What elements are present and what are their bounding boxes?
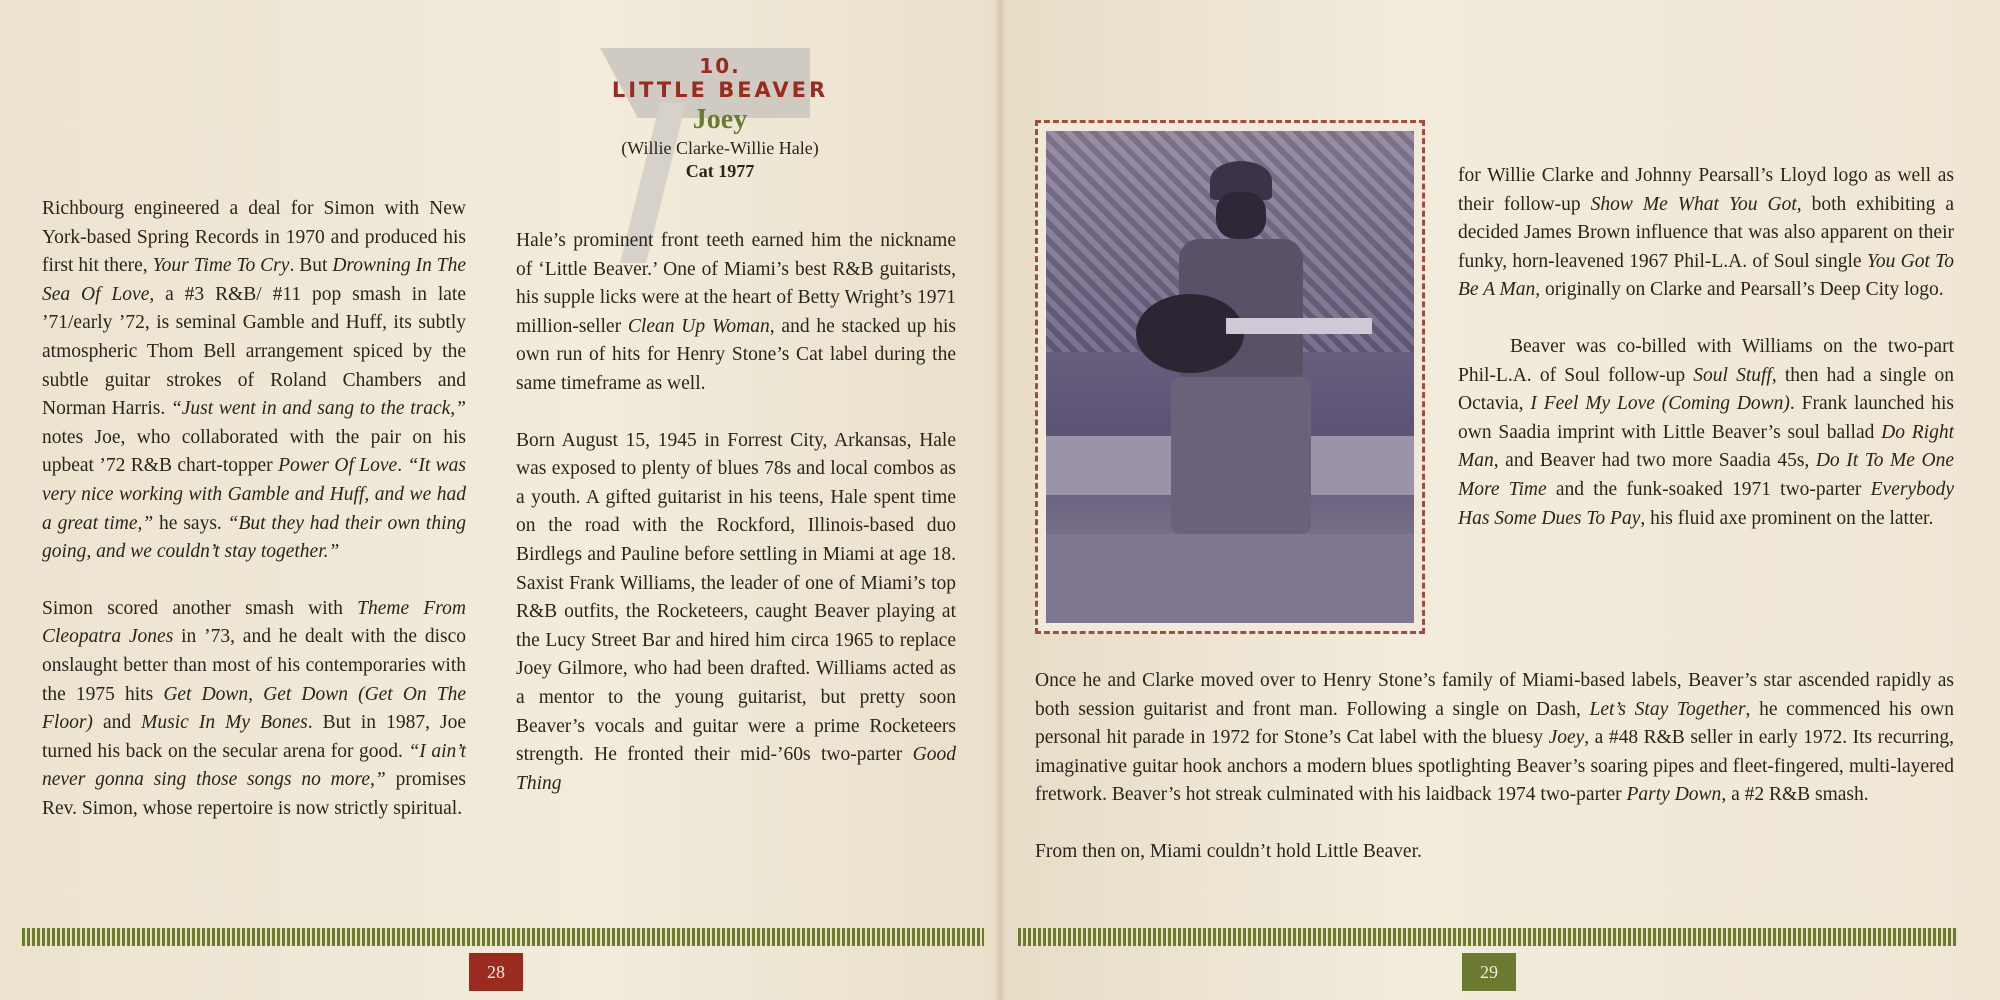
track-artist: LITTLE BEAVER [611,78,829,102]
middle-column-text [516,227,956,826]
right-column-text [1458,162,1954,561]
paragraph: Once he and Clarke moved over to Henry Stone’s family of Miami-based labels, Beaver’s star ascended rapidly as both session guitarist and front man. Following a single on Dash, Let’s Stay Together, he commenced his own personal hit parade in 1972 for Stone’s Cat label with the bluesy Joey, a #48 R&B seller in early 1972. Its recurring, imaginative guitar hook anchors a modern blues spotlighting Beaver’s soaring pipes and fleet-fingered, multi-layered fretwork. Beaver’s hot streak culminated with his laidback 1974 two-parter Party Down, a #2 R&B smash. [1035,670,1954,806]
track-writers: (Willie Clarke-Willie Hale) [621,138,819,158]
paragraph: for Willie Clarke and Johnny Pearsall’s Lloyd logo as well as their follow-up Show Me What You Got, both exhibiting a decided James Brown influence that was also apparent on their funky, horn-leavened 1967 Phil-L.A. of Soul single You Got To Be A Man, originally on Clarke and Pearsall’s Deep City logo. [1458,165,1955,301]
right-bottom-text [1035,667,1954,895]
track-title: Joey [692,104,748,135]
artist-photo-frame [1035,120,1425,634]
book-spine [994,0,1006,1000]
paragraph: From then on, Miami couldn’t hold Little Beaver. [1035,840,1422,862]
paragraph: Simon scored another smash with Theme From Cleopatra Jones in ’73, and he dealt with the disco onslaught better than most of his contemporaries with the 1975 hits Get Down, Get Down (Get On The Floor) and Music In My Bones. But in 1987, Joe turned his back on the secular arena for good. “I ain’t never gonna sing those songs no more,” promises Rev. Simon, whose repertoire is now strictly spiritual. [42,597,467,819]
footer-barcode-stripe-left [22,928,984,946]
paragraph: Richbourg engineered a deal for Simon with New York-based Spring Records in 1970 and produced his first hit there, Your Time To Cry. But Drowning In The Sea Of Love, a #3 R&B/ #11 pop smash in late ’71/early ’72, is seminal Gamble and Huff, its subtly atmospheric Thom Bell arrangement spiced by the subtle guitar strokes of Roland Chambers and Norman Harris. “Just went in and sang to the track,” notes Joe, who collaborated with the pair on his upbeat ’72 R&B chart-topper Power Of Love. “It was very nice working with Gamble and Huff, and we had a great time,” he says. “But they had their own thing going, and we couldn’t stay together.” [42,198,467,563]
paragraph: Born August 15, 1945 in Forrest City, Arkansas, Hale was exposed to plenty of blues 78s and local combos as a youth. A gifted guitarist in his teens, Hale spent time on the road with the Rockford, Illinois-based duo Birdlegs and Pauline before settling in Miami at age 18. Saxist Frank Williams, the leader of one of Miami’s top R&B outfits, the Rocketeers, caught Beaver playing at the Lucy Street Bar and hired him circa 1965 to replace Joey Gilmore, who had been drafted. Williams acted as a mentor to the young guitarist, but pretty soon Beaver’s vocals and guitar were a prime Rocketeers strength. He fronted their mid-’60s two-parter Good Thing [516,429,956,794]
artist-photo [1046,131,1414,623]
page-number-right: 29 [1462,953,1516,991]
track-number: 10. [699,54,741,78]
left-column-text [42,195,466,851]
track-header [480,48,960,208]
page-number-left: 28 [469,953,523,991]
track-label-year: Cat 1977 [685,161,755,181]
guitar-image [1136,294,1244,373]
paragraph: Hale’s prominent front teeth earned him the nickname of ‘Little Beaver.’ One of Miami’s best R&B guitarists, his supple licks were at the heart of Betty Wright’s 1971 million-seller Clean Up Woman, and he stacked up his own run of hits for Henry Stone’s Cat label during the same timeframe as well. [516,230,956,394]
footer-barcode-stripe-right [1018,928,1958,946]
paragraph: Beaver was co-billed with Williams on the two-part Phil-L.A. of Soul follow-up Soul Stuff, then had a single on Octavia, I Feel My Love (Coming Down). Frank launched his own Saadia imprint with Little Beaver’s soul ballad Do Right Man, and Beaver had two more Saadia 45s, Do It To Me One More Time and the funk-soaked 1971 two-parter Everybody Has Some Dues To Pay, his fluid axe prominent on the latter. [1458,335,1955,529]
